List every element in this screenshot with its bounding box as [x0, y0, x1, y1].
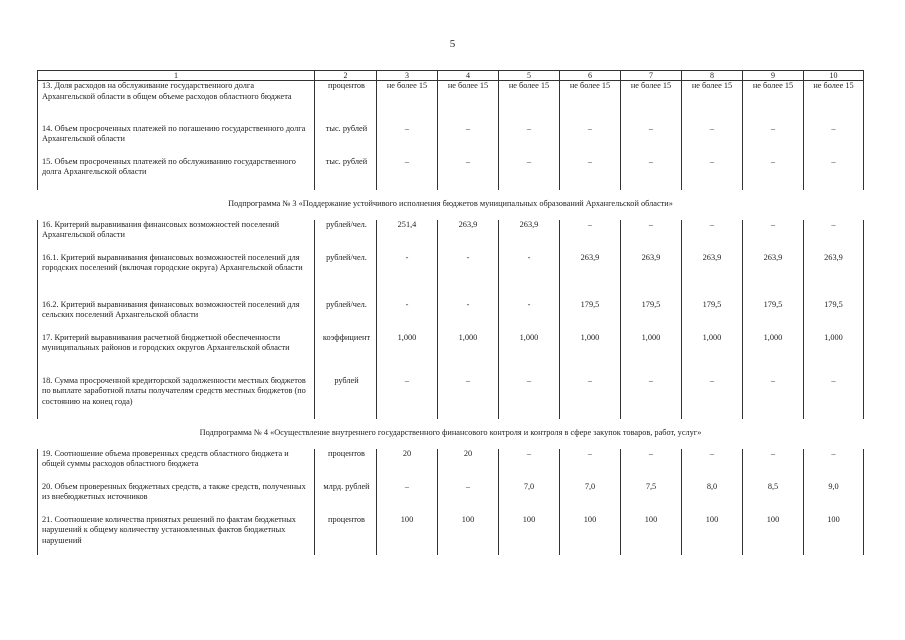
indicator-name: 19. Соотношение объема проверенных средств областного бюджета и общей суммы расходов областного бюджета [38, 449, 315, 482]
column-header-8: 8 [682, 71, 743, 81]
indicator-value: 8,0 [682, 482, 743, 515]
table-body [38, 81, 864, 555]
indicator-value: – [560, 376, 621, 419]
indicator-value: – [560, 449, 621, 482]
indicator-value: 7,5 [621, 482, 682, 515]
indicator-value: 100 [438, 515, 499, 555]
unit-of-measure: рублей/чел. [315, 253, 377, 300]
indicator-value: не более 15 [438, 81, 499, 124]
indicator-value: 100 [682, 515, 743, 555]
unit-of-measure: процентов [315, 449, 377, 482]
indicator-value: 100 [621, 515, 682, 555]
indicator-value: - [438, 300, 499, 333]
column-header-1: 1 [38, 71, 315, 81]
unit-of-measure: млрд. рублей [315, 482, 377, 515]
indicator-value: – [621, 449, 682, 482]
indicator-value: – [560, 124, 621, 157]
indicator-value: – [621, 124, 682, 157]
page-number: 5 [449, 38, 456, 50]
column-header-3: 3 [377, 71, 438, 81]
indicator-value: 1,000 [438, 333, 499, 376]
indicator-value: – [438, 376, 499, 419]
unit-of-measure: рублей/чел. [315, 220, 377, 253]
indicator-value: – [499, 157, 560, 190]
column-header-4: 4 [438, 71, 499, 81]
indicator-value: – [804, 157, 864, 190]
column-header-10: 10 [804, 71, 864, 81]
indicator-value: – [499, 449, 560, 482]
indicator-value: – [438, 482, 499, 515]
indicator-value: 1,000 [377, 333, 438, 376]
indicator-value: 179,5 [621, 300, 682, 333]
indicator-value: 100 [743, 515, 804, 555]
indicator-value: – [743, 376, 804, 419]
indicator-value: 1,000 [560, 333, 621, 376]
subprogram-heading-row [38, 419, 864, 449]
indicators-table [37, 70, 864, 555]
indicator-value: – [499, 376, 560, 419]
indicator-value: – [682, 376, 743, 419]
indicator-name: 17. Критерий выравнивания расчетной бюджетной обеспеченности муниципальных районов и городских округов Архангельской области [38, 333, 315, 376]
table-row [38, 124, 864, 157]
indicator-value: – [743, 449, 804, 482]
indicator-value: 100 [377, 515, 438, 555]
indicator-value: 263,9 [804, 253, 864, 300]
indicator-value: – [377, 124, 438, 157]
subprogram-title: Подпрограмма № 3 «Поддержание устойчивого исполнения бюджетов муниципальных образований Архангельской области» [228, 198, 673, 208]
indicator-value: - [438, 253, 499, 300]
indicator-value: – [682, 220, 743, 253]
indicator-value: 100 [804, 515, 864, 555]
table-row [38, 157, 864, 190]
indicator-value: не более 15 [621, 81, 682, 124]
indicator-value: – [377, 376, 438, 419]
indicator-value: 20 [377, 449, 438, 482]
table-row [38, 300, 864, 333]
indicator-value: – [743, 220, 804, 253]
indicator-value: 100 [560, 515, 621, 555]
indicator-value: 1,000 [743, 333, 804, 376]
indicator-value: – [804, 449, 864, 482]
indicator-value: 1,000 [682, 333, 743, 376]
indicator-value: не более 15 [499, 81, 560, 124]
column-header-7: 7 [621, 71, 682, 81]
indicator-name: 13. Доля расходов на обслуживание государственного долга Архангельской области в общем объеме расходов областного бюджета [38, 81, 315, 124]
table-row [38, 81, 864, 124]
table-row [38, 376, 864, 419]
indicator-value: – [743, 124, 804, 157]
indicator-value: 7,0 [560, 482, 621, 515]
indicator-value: 7,0 [499, 482, 560, 515]
indicator-name: 16.1. Критерий выравнивания финансовых возможностей поселений для городских поселений (включая городские округа) Архангельской области [38, 253, 315, 300]
unit-of-measure: процентов [315, 81, 377, 124]
unit-of-measure: коэффициент [315, 333, 377, 376]
indicator-value: не более 15 [560, 81, 621, 124]
indicator-name: 16.2. Критерий выравнивания финансовых возможностей поселений для сельских поселений Архангельской области [38, 300, 315, 333]
indicator-value: – [438, 157, 499, 190]
indicator-value: - [377, 253, 438, 300]
indicator-value: – [682, 449, 743, 482]
indicator-value: – [621, 157, 682, 190]
indicator-value: 263,9 [743, 253, 804, 300]
table-row [38, 220, 864, 253]
indicator-value: не более 15 [743, 81, 804, 124]
unit-of-measure: рублей [315, 376, 377, 419]
unit-of-measure: рублей/чел. [315, 300, 377, 333]
column-header-6: 6 [560, 71, 621, 81]
subprogram-heading-row [38, 190, 864, 220]
indicator-value: 20 [438, 449, 499, 482]
indicator-value: – [377, 482, 438, 515]
indicator-name: 21. Соотношение количества принятых решений по фактам бюджетных нарушений к общему количеству установленных фактов бюджетных нарушений [38, 515, 315, 555]
column-header-2: 2 [315, 71, 377, 81]
indicator-value: – [804, 124, 864, 157]
indicator-value: - [499, 300, 560, 333]
indicator-value: 9,0 [804, 482, 864, 515]
indicator-value: 179,5 [743, 300, 804, 333]
indicator-value: не более 15 [682, 81, 743, 124]
indicator-value: – [377, 157, 438, 190]
indicator-name: 14. Объем просроченных платежей по погашению государственного долга Архангельской области [38, 124, 315, 157]
indicator-name: 15. Объем просроченных платежей по обслуживанию государственного долга Архангельской области [38, 157, 315, 190]
indicator-value: – [560, 157, 621, 190]
indicator-value: - [499, 253, 560, 300]
table-row [38, 253, 864, 300]
indicator-value: – [560, 220, 621, 253]
indicator-value: 263,9 [499, 220, 560, 253]
table-header [38, 71, 864, 81]
indicator-value: 179,5 [804, 300, 864, 333]
indicator-value: 263,9 [682, 253, 743, 300]
indicator-name: 16. Критерий выравнивания финансовых возможностей поселений Архангельской области [38, 220, 315, 253]
indicator-value: – [804, 376, 864, 419]
indicator-name: 18. Сумма просроченной кредиторской задолженности местных бюджетов по выплате заработной платы получателям средств местных бюджетов (по состоянию на конец года) [38, 376, 315, 419]
column-header-5: 5 [499, 71, 560, 81]
indicator-value: 263,9 [560, 253, 621, 300]
unit-of-measure: процентов [315, 515, 377, 555]
indicator-value: – [743, 157, 804, 190]
indicator-value: - [377, 300, 438, 333]
table-row [38, 449, 864, 482]
unit-of-measure: тыс. рублей [315, 124, 377, 157]
column-header-9: 9 [743, 71, 804, 81]
unit-of-measure: тыс. рублей [315, 157, 377, 190]
indicator-value: – [682, 124, 743, 157]
indicator-value: – [499, 124, 560, 157]
indicator-value: – [621, 220, 682, 253]
indicator-value: 1,000 [621, 333, 682, 376]
indicator-value: 8,5 [743, 482, 804, 515]
indicator-value: 179,5 [560, 300, 621, 333]
indicator-value: 263,9 [438, 220, 499, 253]
indicator-value: 1,000 [499, 333, 560, 376]
indicator-value: – [804, 220, 864, 253]
indicator-value: – [438, 124, 499, 157]
indicator-value: не более 15 [804, 81, 864, 124]
indicator-value: 263,9 [621, 253, 682, 300]
indicator-value: – [621, 376, 682, 419]
table-row [38, 333, 864, 376]
indicator-value: не более 15 [377, 81, 438, 124]
indicator-value: – [682, 157, 743, 190]
subprogram-title: Подпрограмма № 4 «Осуществление внутреннего государственного финансового контроля и контроля в сфере закупок товаров, работ, услуг» [199, 427, 702, 437]
indicator-value: 179,5 [682, 300, 743, 333]
table-row [38, 482, 864, 515]
indicator-value: 1,000 [804, 333, 864, 376]
indicator-value: 251,4 [377, 220, 438, 253]
indicator-name: 20. Объем проверенных бюджетных средств, а также средств, полученных из внебюджетных источников [38, 482, 315, 515]
indicator-value: 100 [499, 515, 560, 555]
table-row [38, 515, 864, 555]
